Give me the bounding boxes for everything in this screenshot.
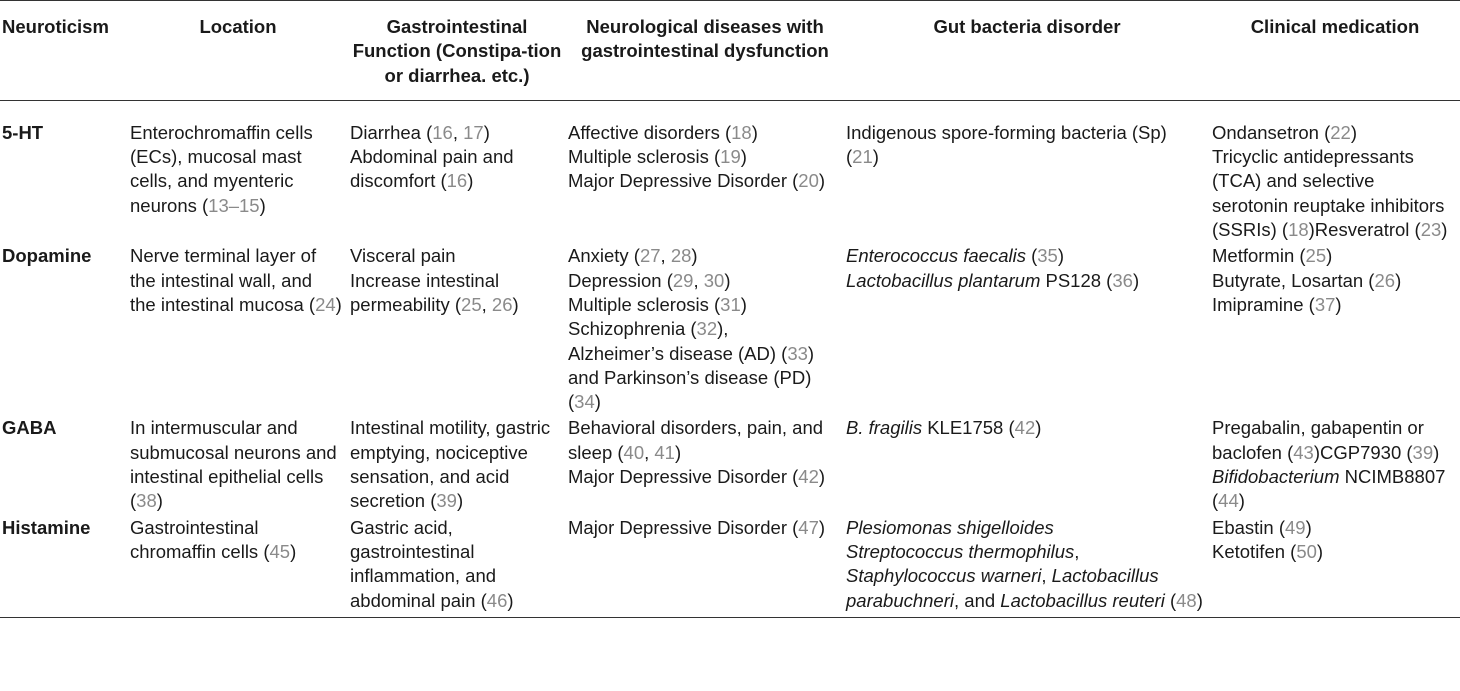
cell-line — [846, 269, 1204, 293]
citation-link[interactable]: 36 — [1112, 269, 1133, 291]
cell-line — [350, 244, 560, 268]
cell-text: , — [660, 245, 671, 267]
cell-line — [1212, 540, 1454, 564]
cell-line — [568, 317, 838, 341]
table-row — [0, 416, 1460, 515]
cell-text: Major Depressive Disorder ( — [568, 516, 799, 538]
cell-line — [568, 169, 838, 193]
citation-link[interactable]: 30 — [703, 269, 725, 291]
citation-link[interactable]: 40 — [623, 441, 645, 463]
citation-link[interactable]: 35 — [1037, 245, 1058, 267]
italic-taxon: Lactobacillus plantarum — [846, 269, 1041, 291]
medication-cell — [1210, 416, 1460, 515]
cell-line — [350, 416, 560, 513]
cell-text: ) — [512, 293, 519, 315]
cell-text: Enterochromaffin cells (ECs), mucosal mast cells, and myenteric neurons ( — [130, 121, 313, 216]
diseases-cell — [566, 516, 844, 618]
cell-text: ) — [1441, 219, 1448, 241]
cell-text: PS128 ( — [1040, 269, 1113, 291]
bacteria-cell — [844, 416, 1210, 515]
italic-taxon: Lactobacillus parabuchneri — [846, 565, 1159, 611]
cell-text: , and — [954, 589, 1001, 611]
cell-text: Ondansetron ( — [1212, 121, 1331, 143]
cell-text: , — [644, 441, 655, 463]
cell-text: Depression ( — [568, 269, 673, 291]
cell-text: Nerve terminal layer of the intestinal wall, and the intestinal mucosa ( — [130, 245, 317, 315]
italic-taxon: Staphylococcus warneri — [846, 565, 1042, 587]
medication-cell — [1210, 516, 1460, 618]
citation-link[interactable]: 25 — [1305, 245, 1327, 267]
cell-text: ) — [1132, 269, 1140, 291]
cell-text: ( — [1025, 245, 1038, 267]
citation-link[interactable]: 44 — [1218, 490, 1239, 512]
cell-line — [350, 121, 560, 145]
cell-text: Multiple sclerosis ( — [568, 146, 721, 168]
cell-text: Imipramine ( — [1212, 293, 1315, 315]
cell-text: ) — [467, 170, 474, 192]
cell-text: ) — [1057, 245, 1065, 267]
function-cell — [348, 416, 566, 515]
cell-text: ) — [818, 170, 826, 192]
cell-text: Tricyclic antidepressants (TCA) and selective serotonin reuptake inhibitors (SSRIs) ( — [1212, 146, 1445, 241]
citation-link[interactable]: 42 — [798, 466, 819, 488]
bacteria-cell — [844, 516, 1210, 618]
location-cell — [128, 416, 348, 515]
cell-line — [846, 416, 1204, 440]
cell-text: ) — [740, 293, 747, 315]
citation-link[interactable]: 28 — [670, 245, 692, 267]
cell-text: Intestinal motility, gastric emptying, nociceptive sensation, and acid secretion ( — [350, 417, 551, 512]
citation-link[interactable]: 17 — [463, 121, 484, 143]
diseases-cell — [566, 100, 844, 244]
cell-text: Alzheimer’s disease (AD) ( — [568, 342, 788, 364]
citation-link[interactable]: 24 — [315, 293, 336, 315]
cell-text: ) — [259, 194, 266, 216]
italic-taxon: B. fragilis — [846, 417, 923, 439]
cell-text: Gastric acid, gastrointestinal inflammation, and abdominal pain ( — [350, 516, 497, 611]
cell-line — [350, 516, 560, 613]
cell-text: ) — [740, 146, 747, 168]
citation-link[interactable]: 48 — [1176, 589, 1197, 611]
cell-line — [846, 244, 1204, 268]
cell-text: ) — [507, 589, 514, 611]
citation-link[interactable]: 19 — [720, 146, 741, 168]
cell-text: , — [693, 269, 704, 291]
cell-line — [1212, 293, 1454, 317]
cell-text: ), — [717, 318, 729, 340]
citation-link[interactable]: 50 — [1296, 540, 1317, 562]
cell-text: Butyrate, Losartan ( — [1212, 269, 1375, 291]
cell-text: , — [1041, 565, 1052, 587]
cell-text: ) — [156, 490, 163, 512]
citation-link[interactable]: 37 — [1314, 293, 1336, 315]
function-cell — [348, 516, 566, 618]
cell-text: ) — [1350, 121, 1358, 143]
italic-taxon: Enterococcus faecalis — [846, 245, 1026, 267]
cell-line — [130, 121, 342, 218]
diseases-cell — [566, 244, 844, 416]
diseases-cell — [566, 416, 844, 515]
medication-cell — [1210, 100, 1460, 244]
cell-text: )Resveratrol ( — [1308, 219, 1421, 241]
cell-line — [568, 293, 838, 317]
citation-link[interactable]: 34 — [574, 391, 595, 413]
cell-line — [1212, 269, 1454, 293]
citation-link[interactable]: 13–15 — [208, 194, 260, 216]
cell-text: ) — [1035, 417, 1042, 439]
cell-text: ) — [456, 490, 464, 512]
cell-line — [568, 342, 838, 415]
cell-text: ) — [751, 121, 758, 143]
cell-text: Diarrhea ( — [350, 121, 433, 143]
citation-link[interactable]: 45 — [269, 540, 291, 562]
citation-link[interactable]: 42 — [1014, 417, 1036, 439]
cell-text: ) — [1316, 540, 1324, 562]
cell-line — [846, 540, 1204, 613]
citation-link[interactable]: 39 — [436, 490, 457, 512]
citation-link[interactable]: 25 — [461, 293, 482, 315]
cell-text: ) — [818, 516, 826, 538]
neuroticism-cell: Dopamine — [2, 245, 92, 267]
table-header-row — [0, 1, 1460, 101]
citation-link[interactable]: 29 — [672, 269, 694, 291]
citation-link[interactable]: 33 — [787, 342, 808, 364]
cell-text: , — [481, 293, 492, 315]
cell-line — [350, 269, 560, 318]
neuroticism-cell: Histamine — [0, 516, 128, 618]
header-neuroticism: Neuroticism — [0, 1, 128, 101]
cell-line — [568, 269, 838, 293]
citation-link[interactable]: 16 — [432, 121, 453, 143]
cell-text: ) — [335, 293, 342, 315]
medication-cell — [1210, 244, 1460, 416]
cell-text: Gastrointestinal chromaffin cells ( — [130, 516, 270, 562]
cell-line — [350, 145, 560, 194]
table-row — [0, 100, 1460, 244]
cell-text: ) — [724, 269, 731, 291]
cell-text: NCIMB8807 ( — [1212, 466, 1446, 512]
citation-link[interactable]: 18 — [731, 121, 752, 143]
citation-link[interactable]: 49 — [1285, 516, 1306, 538]
cell-text: ) — [1395, 269, 1402, 291]
citation-link[interactable]: 18 — [1288, 219, 1309, 241]
citation-link[interactable]: 16 — [446, 170, 468, 192]
cell-line — [846, 516, 1204, 540]
citation-link[interactable]: 38 — [136, 490, 157, 512]
citation-link[interactable]: 23 — [1420, 219, 1442, 241]
italic-taxon: Plesiomonas shigelloides — [846, 516, 1054, 538]
function-cell — [348, 244, 566, 416]
cell-text: , — [1074, 540, 1080, 562]
cell-text: ) — [290, 540, 297, 562]
cell-line — [1212, 121, 1454, 145]
citation-link[interactable]: 22 — [1330, 121, 1351, 143]
header-location: Location — [128, 1, 348, 101]
cell-text: KLE1758 ( — [922, 417, 1015, 439]
cell-text: ) — [872, 146, 879, 168]
cell-text: ) — [483, 121, 490, 143]
cell-text: ) — [1238, 490, 1245, 512]
cell-text: Behavioral disorders, pain, and sleep ( — [568, 417, 824, 463]
cell-text: Ketotifen ( — [1212, 540, 1297, 562]
cell-line — [1212, 244, 1454, 268]
cell-line — [1212, 465, 1454, 514]
citation-link[interactable]: 41 — [654, 441, 675, 463]
citation-link[interactable]: 31 — [720, 293, 741, 315]
header-neurological-diseases: Neurological diseases with gastrointestinal dysfunction — [566, 1, 844, 101]
cell-text: ) — [1433, 441, 1440, 463]
cell-text: Visceral pain — [350, 245, 456, 267]
cell-line — [568, 465, 838, 489]
cell-text: ) — [1326, 245, 1333, 267]
cell-text: Major Depressive Disorder ( — [568, 170, 799, 192]
cell-text: ) and Parkinson’s disease (PD) ( — [568, 342, 815, 413]
bacteria-cell — [844, 244, 1210, 416]
citation-link[interactable]: 26 — [1374, 269, 1396, 291]
cell-text: Anxiety ( — [568, 245, 640, 267]
cell-text: Pregabalin, gabapentin or baclofen ( — [1212, 417, 1424, 463]
citation-link[interactable]: 26 — [491, 293, 513, 315]
cell-line — [1212, 145, 1454, 242]
italic-taxon: Lactobacillus reuteri — [1000, 589, 1165, 611]
cell-line — [1212, 416, 1454, 465]
location-cell — [128, 100, 348, 244]
citation-link[interactable]: 43 — [1293, 441, 1314, 463]
location-cell — [128, 516, 348, 618]
cell-text: ) — [674, 441, 682, 463]
cell-text: )CGP7930 ( — [1313, 441, 1413, 463]
cell-text: Increase intestinal permeability ( — [350, 269, 500, 315]
function-cell — [348, 100, 566, 244]
cell-text: ) — [594, 391, 601, 413]
cell-text: ) — [691, 245, 698, 267]
cell-line — [130, 244, 342, 317]
citation-link[interactable]: 20 — [798, 170, 819, 192]
cell-line — [568, 516, 838, 540]
bacteria-cell — [844, 100, 1210, 244]
citation-link[interactable]: 32 — [696, 318, 718, 340]
italic-taxon: Bifidobacterium — [1212, 466, 1340, 488]
cell-text: In intermuscular and submucosal neurons and intestinal epithelial cells ( — [130, 417, 337, 512]
cell-text: ) — [1196, 589, 1203, 611]
citation-link[interactable]: 27 — [639, 245, 661, 267]
cell-text: Ebastin ( — [1212, 516, 1286, 538]
cell-text: Affective disorders ( — [568, 121, 732, 143]
cell-text: Major Depressive Disorder ( — [568, 466, 799, 488]
neuroticism-cell: 5-HT — [2, 121, 44, 143]
neuroticism-cell: GABA — [2, 417, 57, 439]
cell-line — [130, 416, 342, 513]
cell-text: ) — [1305, 516, 1312, 538]
table-row — [0, 516, 1460, 618]
cell-text: Schizophrenia ( — [568, 318, 697, 340]
cell-text: , — [452, 121, 464, 143]
citation-link[interactable]: 21 — [852, 146, 873, 168]
cell-line — [130, 516, 342, 565]
cell-text: Multiple sclerosis ( — [568, 293, 721, 315]
cell-line — [1212, 516, 1454, 540]
italic-taxon: Streptococcus thermophilus — [846, 540, 1075, 562]
cell-line — [846, 121, 1204, 170]
table-row — [0, 244, 1460, 416]
cell-line — [568, 121, 838, 145]
citation-link[interactable]: 46 — [486, 589, 508, 611]
location-cell — [128, 244, 348, 416]
cell-text: ) — [818, 466, 826, 488]
cell-text: ( — [1164, 589, 1177, 611]
cell-text: Indigenous spore-forming bacteria (Sp) ( — [846, 121, 1167, 168]
header-clinical-medication: Clinical medication — [1210, 1, 1460, 101]
cell-text: Metformin ( — [1212, 245, 1306, 267]
cell-line — [568, 244, 838, 268]
cell-line — [568, 416, 838, 465]
citation-link[interactable]: 47 — [798, 516, 819, 538]
cell-line — [568, 145, 838, 169]
header-gut-bacteria: Gut bacteria disorder — [844, 1, 1210, 101]
header-gastrointestinal-function: Gastrointestinal Function (Constipa-tion or diarrhea. etc.) — [348, 1, 566, 101]
cell-text: Abdominal pain and discomfort ( — [350, 146, 514, 192]
citation-link[interactable]: 39 — [1412, 441, 1434, 463]
cell-text: ) — [1335, 293, 1342, 315]
